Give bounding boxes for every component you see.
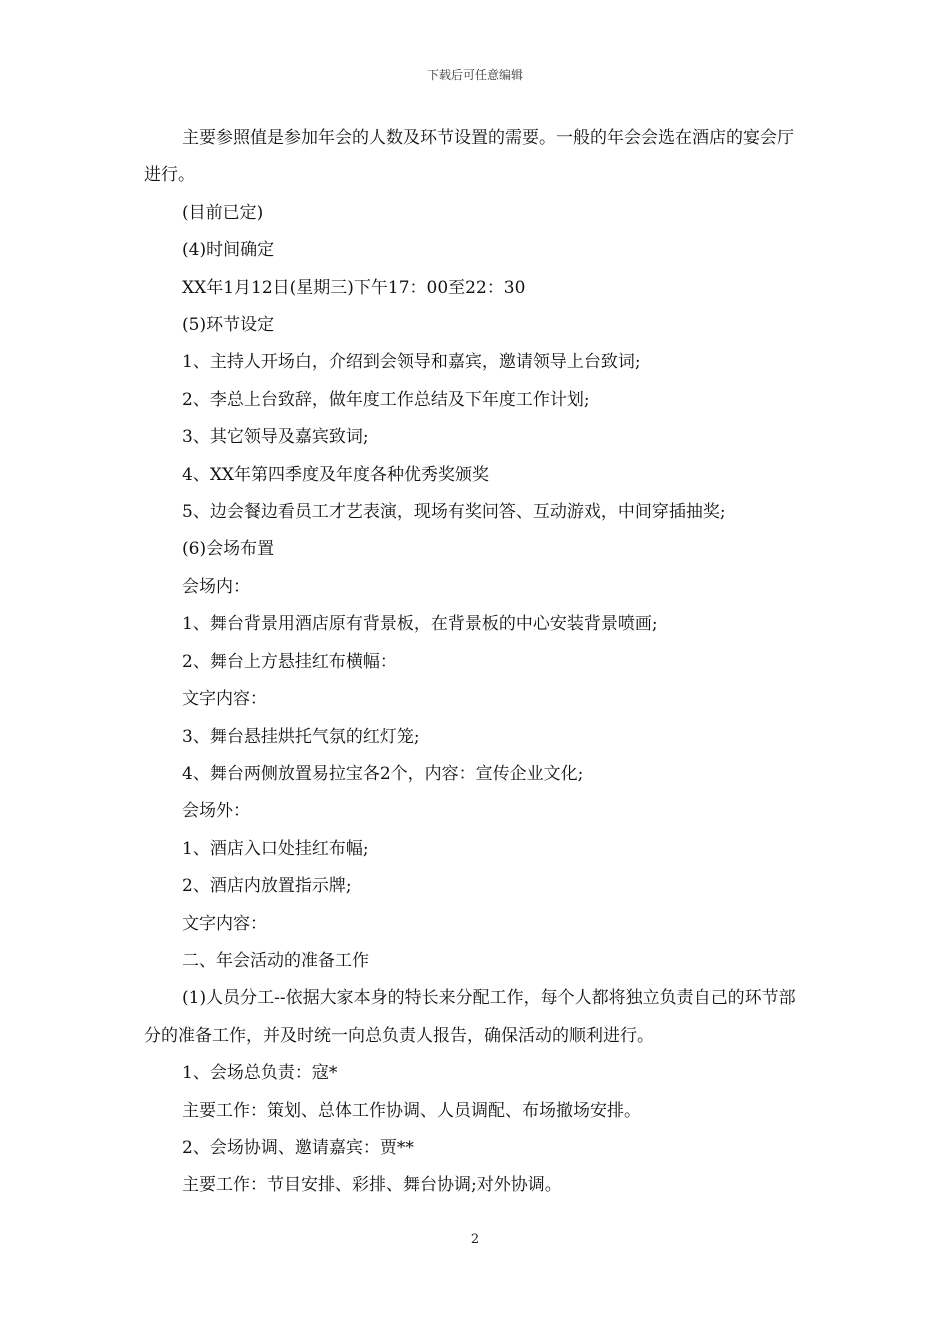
- paragraph: 主要工作：策划、总体工作协调、人员调配、布场撤场安排。: [182, 1100, 641, 1121]
- paragraph: (5)环节设定: [182, 315, 275, 336]
- paragraph: 1、会场总负责：寇*: [182, 1063, 338, 1084]
- paragraph: 2、酒店内放置指示牌;: [182, 876, 352, 897]
- paragraph: 4、XX年第四季度及年度各种优秀奖颁奖: [182, 464, 490, 485]
- paragraph: 文字内容：: [182, 689, 267, 710]
- paragraph: 1、舞台背景用酒店原有背景板，在背景板的中心安装背景喷画;: [182, 614, 658, 635]
- paragraph: 会场内：: [182, 576, 250, 597]
- paragraph: 主要工作：节目安排、彩排、舞台协调;对外协调。: [182, 1175, 562, 1196]
- paragraph: 2、李总上台致辞，做年度工作总结及下年度工作计划;: [182, 389, 590, 410]
- paragraph: 2、舞台上方悬挂红布横幅：: [182, 651, 397, 672]
- paragraph: 3、舞台悬挂烘托气氛的红灯笼;: [182, 726, 420, 747]
- paragraph: 2、会场协调、邀请嘉宾：贾**: [182, 1137, 414, 1158]
- paragraph: 3、其它领导及嘉宾致词;: [182, 427, 369, 448]
- section-heading: 二、年会活动的准备工作: [182, 950, 369, 971]
- paragraph: 4、舞台两侧放置易拉宝各2个，内容：宣传企业文化;: [182, 763, 584, 784]
- paragraph: (6)会场布置: [182, 539, 275, 560]
- page-header: 下载后可任意编辑: [426, 68, 523, 82]
- paragraph: 5、边会餐边看员工才艺表演，现场有奖问答、互动游戏，中间穿插抽奖;: [182, 502, 726, 523]
- paragraph: (4)时间确定: [182, 240, 275, 261]
- page-number: 2: [470, 1232, 480, 1247]
- document-body: [144, 120, 808, 1205]
- paragraph: (目前已定): [182, 202, 264, 223]
- paragraph: 1、主持人开场白，介绍到会领导和嘉宾，邀请领导上台致词;: [182, 352, 641, 373]
- paragraph: XX年1月12日(星期三)下午17：00至22：30: [182, 277, 526, 298]
- paragraph: 文字内容：: [182, 913, 267, 934]
- paragraph: (1)人员分工--依据大家本身的特长来分配工作，每个人都将独立负责自己的环节部分的准备工作，并及时统一向总负责人报告，确保活动的顺利进行。: [144, 988, 796, 1046]
- paragraph: 会场外：: [182, 801, 250, 822]
- paragraph: 主要参照值是参加年会的人数及环节设置的需要。一般的年会会选在酒店的宴会厅进行。: [144, 128, 794, 186]
- paragraph: 1、酒店入口处挂红布幅;: [182, 838, 369, 859]
